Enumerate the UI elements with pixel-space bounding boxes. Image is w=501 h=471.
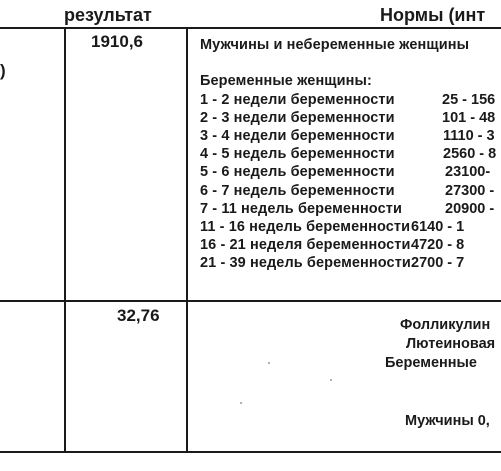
- week-label: 4 - 5 недель беременности: [200, 146, 395, 162]
- norm-men-nonpregnant: Мужчины и небеременные женщины: [200, 37, 470, 53]
- week-range: 101 - 48: [442, 110, 496, 126]
- week-label: 7 - 11 недель беременности: [200, 201, 402, 217]
- norm-men: Мужчины 0,: [405, 413, 490, 429]
- week-label: 5 - 6 недель беременности: [200, 164, 395, 180]
- week-label: 2 - 3 недели беременности: [200, 110, 395, 126]
- header-divider: [0, 27, 501, 29]
- week-range: 20900 -: [445, 201, 495, 217]
- week-range: 2560 - 8: [443, 146, 497, 162]
- norm-pregnant-title: Беременные женщины:: [200, 73, 372, 89]
- norms-column-header: Нормы (инт: [380, 5, 486, 25]
- week-range: 6140 - 1: [411, 219, 465, 235]
- result-value-2: 32,76: [117, 306, 160, 325]
- scan-speck: [330, 379, 332, 381]
- column-divider-right: [186, 27, 188, 452]
- row-divider: [0, 300, 501, 302]
- week-range: 1110 - 3: [443, 128, 495, 144]
- bottom-border: [0, 451, 501, 453]
- left-edge-mark: ): [0, 61, 6, 80]
- result-column-header: результат: [64, 5, 152, 25]
- week-range: 4720 - 8: [411, 237, 465, 253]
- week-range: 27300 -: [445, 183, 495, 199]
- week-label: 3 - 4 недели беременности: [200, 128, 395, 144]
- week-range: 2700 - 7: [411, 255, 465, 271]
- scan-speck: [268, 362, 270, 364]
- result-value-1: 1910,6: [91, 32, 143, 51]
- week-label: 21 - 39 недель беременности: [200, 255, 411, 271]
- week-label: 6 - 7 недель беременности: [200, 183, 395, 199]
- norm-pregnant: Беременные: [385, 355, 477, 371]
- week-label: 16 - 21 неделя беременности: [200, 237, 411, 253]
- week-range: 23100-: [445, 164, 491, 180]
- column-divider-left: [64, 27, 66, 452]
- norm-luteal: Лютеиновая: [406, 336, 496, 352]
- week-label: 1 - 2 недели беременности: [200, 92, 395, 108]
- scan-speck: [240, 402, 242, 404]
- week-label: 11 - 16 недель беременности: [200, 219, 411, 235]
- week-range: 25 - 156: [442, 92, 496, 108]
- norm-follicular: Фолликулин: [400, 317, 491, 333]
